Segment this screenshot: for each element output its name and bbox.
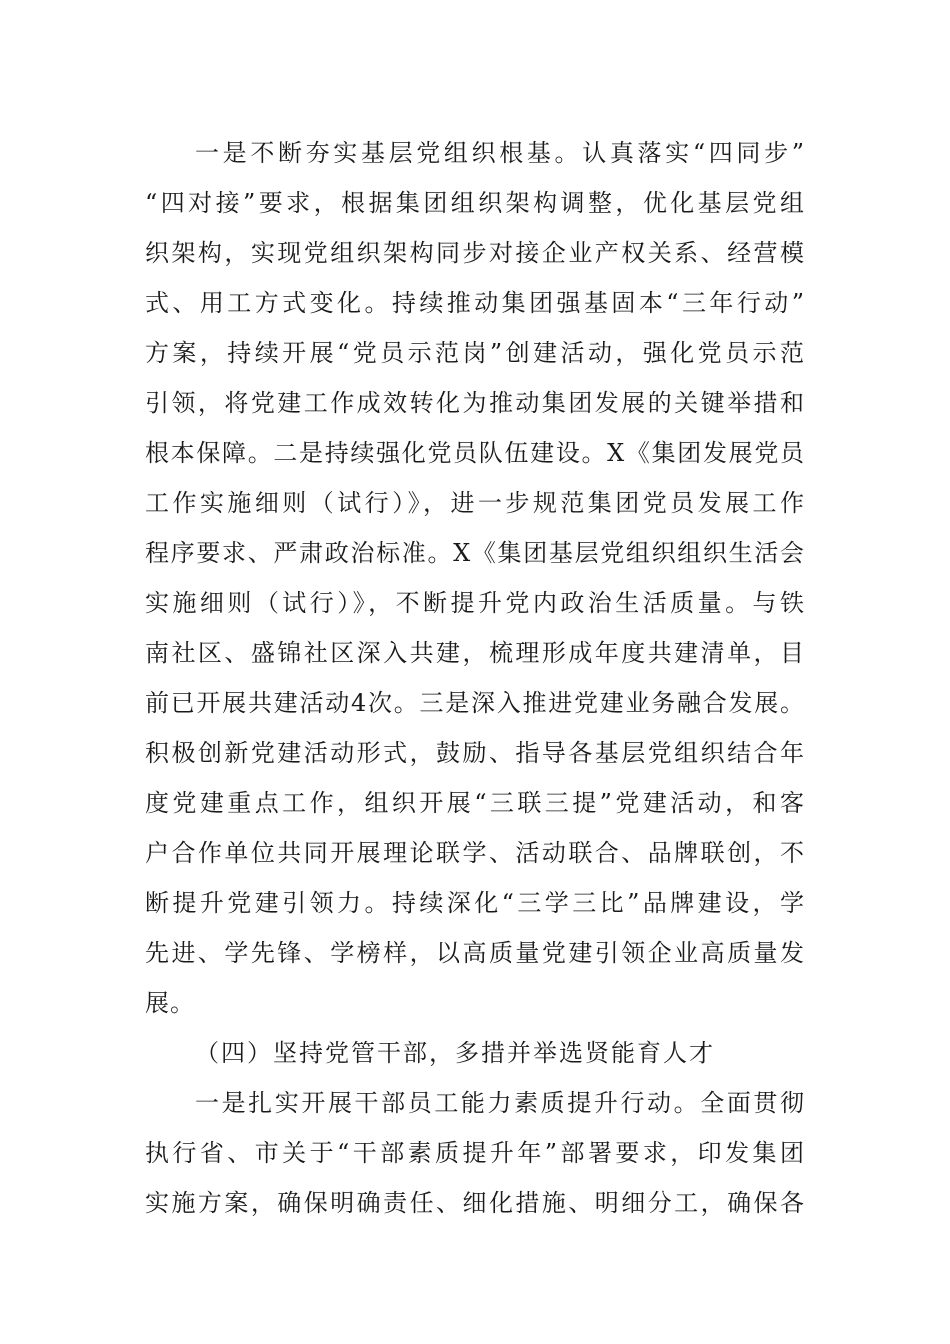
paragraph-1-line-4: 式、用工方式变化。持续推动集团强基固本“三年行动” — [145, 289, 805, 317]
paragraph-2-line-2: 执行省、市关于“干部素质提升年”部署要求，印发集团 — [145, 1139, 805, 1167]
paragraph-1-line-1: 一是不断夯实基层党组织根基。认真落实“四同步” — [195, 139, 805, 167]
paragraph-2-line-1: 一是扎实开展干部员工能力素质提升行动。全面贯彻 — [195, 1089, 805, 1117]
paragraph-1-line-2: “四对接”要求，根据集团组织架构调整，优化基层党组 — [145, 189, 805, 217]
paragraph-1-line-17: 先进、学先锋、学榜样，以高质量党建引领企业高质量发 — [145, 939, 805, 967]
paragraph-1-line-13: 积极创新党建活动形式，鼓励、指导各基层党组织结合年 — [145, 739, 805, 767]
paragraph-1-line-5: 方案，持续开展“党员示范岗”创建活动，强化党员示范 — [145, 339, 805, 367]
paragraph-1-line-7: 根本保障。二是持续强化党员队伍建设。X《集团发展党员 — [145, 439, 805, 467]
paragraph-1-line-6: 引领，将党建工作成效转化为推动集团发展的关键举措和 — [145, 389, 805, 417]
paragraph-1-line-8: 工作实施细则（试行）》，进一步规范集团党员发展工作 — [145, 489, 805, 517]
paragraph-1-line-3: 织架构，实现党组织架构同步对接企业产权关系、经营模 — [145, 239, 805, 267]
paragraph-1-line-14: 度党建重点工作，组织开展“三联三提”党建活动，和客 — [145, 789, 805, 817]
section-heading: （四）坚持党管干部，多措并举选贤能育人才 — [195, 1039, 715, 1067]
paragraph-2-line-3: 实施方案，确保明确责任、细化措施、明细分工，确保各 — [145, 1189, 805, 1217]
paragraph-1-line-11: 南社区、盛锦社区深入共建，梳理形成年度共建清单，目 — [145, 639, 805, 667]
paragraph-1-line-15: 户合作单位共同开展理论联学、活动联合、品牌联创，不 — [145, 839, 805, 867]
paragraph-1-line-16: 断提升党建引领力。持续深化“三学三比”品牌建设，学 — [145, 889, 805, 917]
paragraph-1-line-12: 前已开展共建活动4次。三是深入推进党建业务融合发展。 — [145, 689, 805, 717]
paragraph-1-line-10: 实施细则（试行）》，不断提升党内政治生活质量。与铁 — [145, 589, 805, 617]
paragraph-1-line-9: 程序要求、严肃政治标准。X《集团基层党组织组织生活会 — [145, 539, 805, 567]
paragraph-1-line-18: 展。 — [145, 989, 195, 1017]
